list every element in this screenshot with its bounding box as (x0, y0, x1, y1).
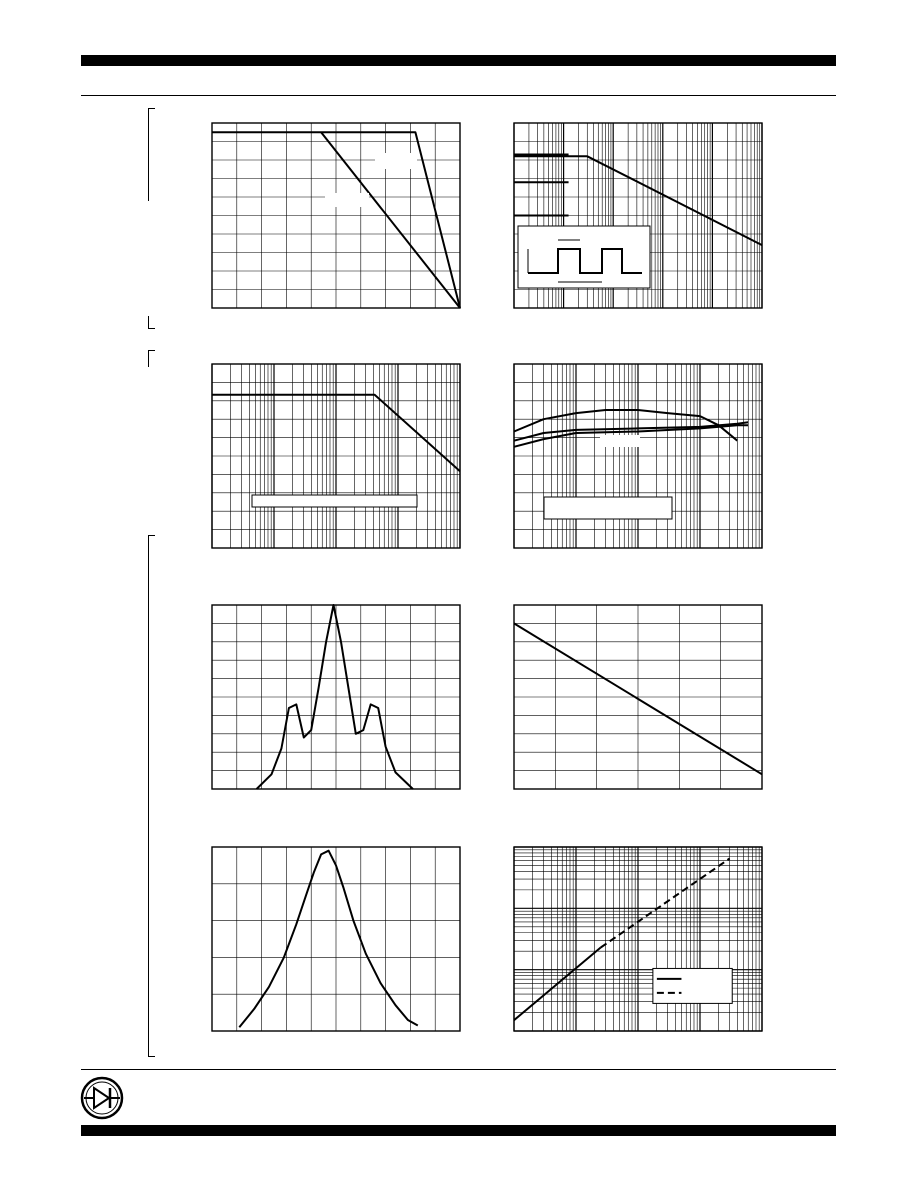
diode-arrow-logo-icon (80, 1076, 124, 1120)
c7-gridlines (212, 847, 460, 1031)
chart-4-svg (514, 364, 762, 548)
bottom-black-bar (81, 1125, 836, 1136)
c3-caption-box (252, 495, 417, 507)
footer-rule (81, 1069, 836, 1070)
c8-series-s2 (601, 859, 730, 948)
chart-5-svg (212, 605, 460, 789)
c1-label-block-1 (375, 153, 417, 169)
c8-legend (653, 968, 732, 1003)
chart-3-svg (212, 364, 460, 548)
chart-8 (514, 847, 762, 1031)
c8-legend-box (653, 968, 732, 1003)
chart-8-svg (514, 847, 762, 1031)
chart-7 (212, 847, 460, 1031)
c1-label-block-2 (325, 193, 369, 207)
c2-pulse-inset (518, 226, 650, 288)
c2-pulse-inset-box (518, 226, 650, 288)
chart-3 (212, 364, 460, 548)
chart-6-svg (514, 605, 762, 789)
c4-caption-box (544, 497, 672, 519)
chart-1-svg (212, 123, 460, 308)
chart-5 (212, 605, 460, 789)
header-rule (81, 95, 836, 96)
chart-1 (212, 123, 460, 308)
margin-bracket-mid (148, 350, 155, 367)
c4-label-block (600, 435, 640, 447)
margin-bracket-long (148, 535, 155, 1057)
c3-gridlines (212, 364, 460, 548)
chart-2 (514, 123, 762, 308)
top-black-bar (81, 55, 836, 66)
margin-bracket-top-end (148, 316, 155, 329)
c7-series-s1 (239, 851, 417, 1028)
chart-6 (514, 605, 762, 789)
c6-gridlines (514, 605, 762, 789)
chart-2-svg (514, 123, 762, 308)
c5-gridlines (212, 605, 460, 789)
margin-bracket-top (148, 108, 155, 201)
chart-7-svg (212, 847, 460, 1031)
chart-4 (514, 364, 762, 548)
c4-gridlines (514, 364, 762, 548)
